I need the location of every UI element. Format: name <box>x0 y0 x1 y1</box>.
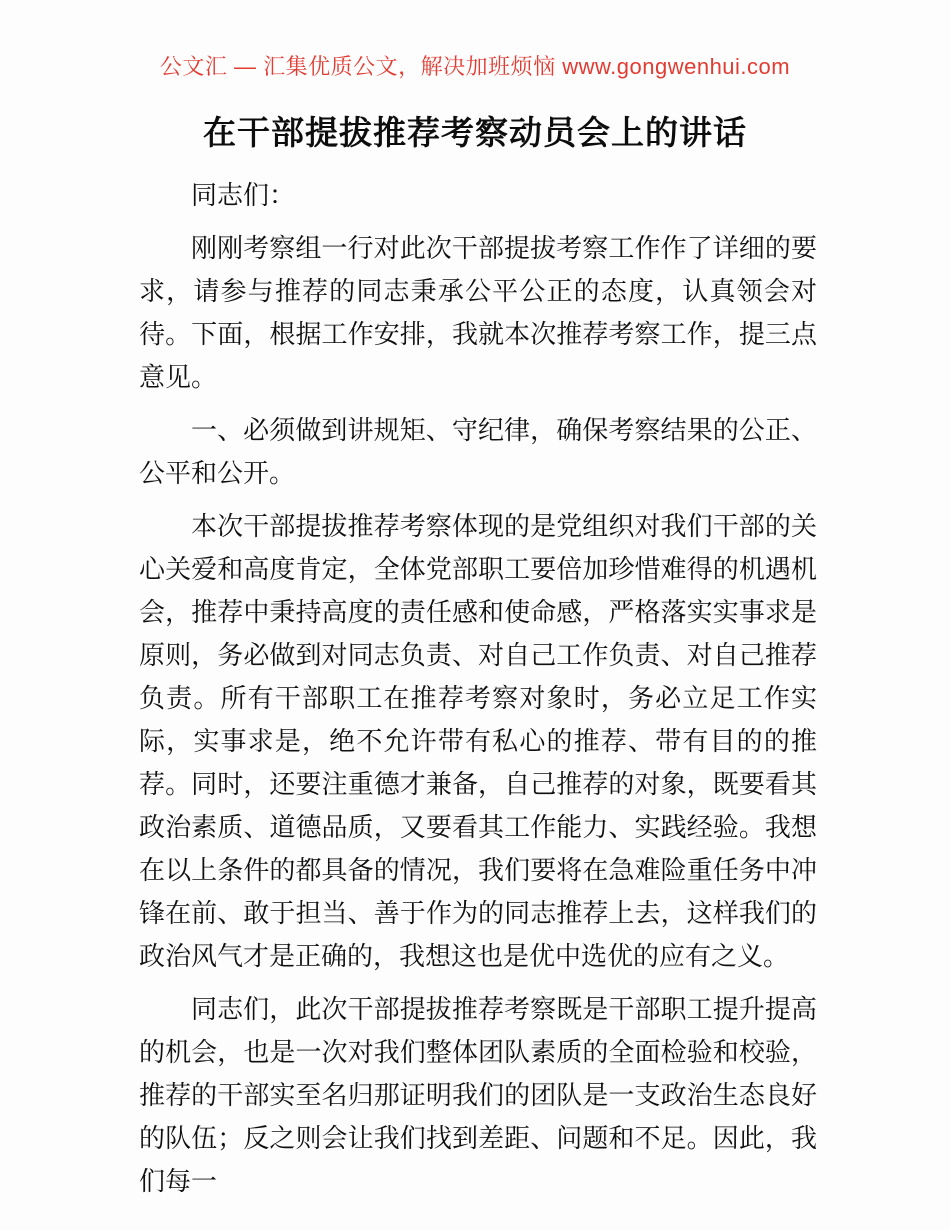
section-one-body-paragraph: 本次干部提拔推荐考察体现的是党组织对我们干部的关心关爱和高度肯定，全体党部职工要倍加珍惜难得的机遇机会，推荐中秉持高度的责任感和使命感，严格落实实事求是原则，务必做到对同志负责、对自己工作负责、对自己推荐负责。所有干部职工在推荐考察对象时，务必立足工作实际，实事求是，绝不允许带有私心的推荐、带有目的的推荐。同时，还要注重德才兼备，自己推荐的对象，既要看其政治素质、道德品质，又要看其工作能力、实践经验。我想在以上条件的都具备的情况，我们要将在急难险重任务中冲锋在前、敢于担当、善于作为的同志推荐上去，这样我们的政治风气才是正确的，我想这也是优中选优的应有之义。 <box>139 511 817 971</box>
closing-paragraph: 同志们，此次干部提拔推荐考察既是干部职工提升提高的机会，也是一次对我们整体团队素质的全面检验和校验，推荐的干部实至名归那证明我们的团队是一支政治生态良好的队伍；反之则会让我们找到差距、问题和不足。因此，我们每一 <box>139 994 817 1196</box>
salutation-paragraph: 同志们： <box>191 180 296 210</box>
section-one-heading: 一、必须做到讲规矩、守纪律，确保考察结果的公正、公平和公开。 <box>139 415 817 488</box>
site-promo-banner: 公文汇 — 汇集优质公文，解决加班烦恼 www.gongwenhui.com <box>159 54 791 79</box>
intro-paragraph: 刚刚考察组一行对此次干部提拔考察工作作了详细的要求，请参与推荐的同志秉承公平公正的态度，认真领会对待。下面，根据工作安排，我就本次推荐考察工作，提三点意见。 <box>139 233 817 392</box>
page-title: 在干部提拔推荐考察动员会上的讲话 <box>203 114 747 151</box>
document-body <box>139 174 817 1203</box>
